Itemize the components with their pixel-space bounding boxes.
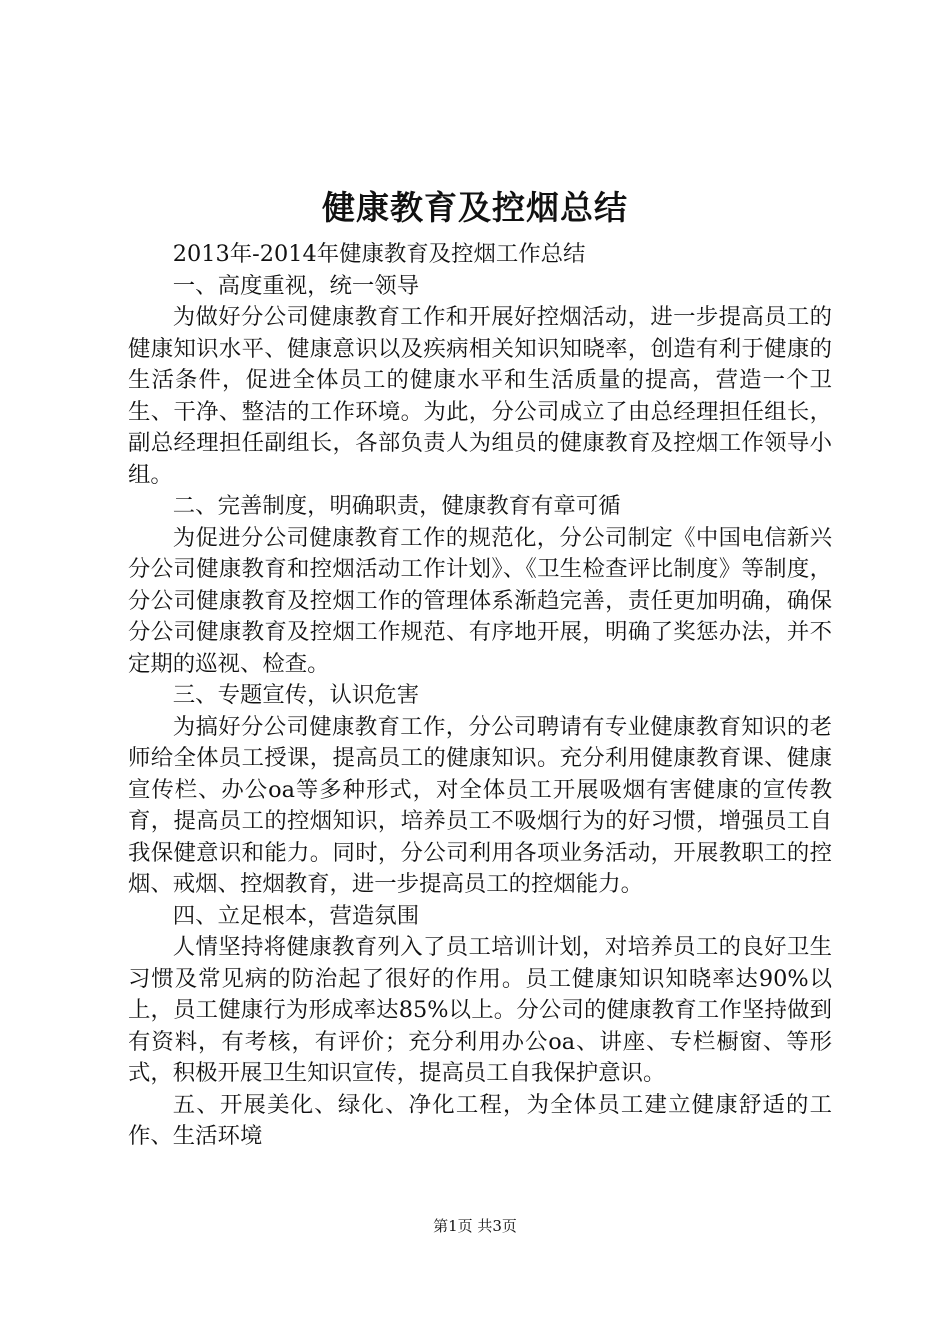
- paragraph-heading-year: 2013年-2014年健康教育及控烟工作总结: [172, 241, 586, 267]
- paragraph-1: 为做好分公司健康教育工作和开展好控烟活动，进一步提高员工的健康知识水平、健康意识以及疾病相关知识知晓率，创造有利于健康的生活条件，促进全体员工的健康水平和生活质量的提高，营造一个卫生、干净、整洁的工作环境。为此，分公司成立了由总经理担任组长，副总经理担任副组长，各部负责人为组员的健康教育及控烟工作领导小组。: [128, 304, 832, 488]
- document-title: 健康教育及控烟总结: [322, 188, 628, 227]
- section-heading-4: 四、立足根本，营造氛围: [172, 902, 420, 929]
- section-heading-3: 三、专题宣传，认识危害: [172, 682, 420, 708]
- paragraph-3: 为搞好分公司健康教育工作，分公司聘请有专业健康教育知识的老师给全体员工授课，提高员工的健康知识。充分利用健康教育课、健康宣传栏、办公oa等多种形式，对全体员工开展吸烟有害健康的宣传教育，提高员工的控烟知识，培养员工不吸烟行为的好习惯，增强员工自我保健意识和能力。同时，分公司利用各项业务活动，开展教职工的控烟、戒烟、控烟教育，进一步提高员工的控烟能力。: [128, 713, 832, 897]
- page-footer: 第1页 共3页: [433, 1217, 517, 1235]
- section-heading-1: 一、高度重视，统一领导: [172, 272, 420, 299]
- section-heading-5: 五、开展美化、绿化、净化工程，为全体员工建立健康舒适的工作、生活环境: [128, 1091, 832, 1149]
- document-body: [128, 239, 832, 1153]
- paragraph-4: 人情坚持将健康教育列入了员工培训计划，对培养员工的良好卫生习惯及常见病的防治起了很好的作用。员工健康知识知晓率达90%以上，员工健康行为形成率达85%以上。分公司的健康教育工作坚持做到有资料，有考核，有评价；充分利用办公oa、讲座、专栏橱窗、等形式，积极开展卫生知识宣传，提高员工自我保护意识。: [128, 934, 832, 1086]
- section-heading-2: 二、完善制度，明确职责，健康教育有章可循: [172, 493, 621, 519]
- paragraph-2: 为促进分公司健康教育工作的规范化，分公司制定《中国电信新兴分公司健康教育和控烟活动工作计划》、《卫生检查评比制度》等制度，分公司健康教育及控烟工作的管理体系渐趋完善，责任更加明确，确保分公司健康教育及控烟工作规范、有序地开展，明确了奖惩办法，并不定期的巡视、检查。: [128, 524, 832, 677]
